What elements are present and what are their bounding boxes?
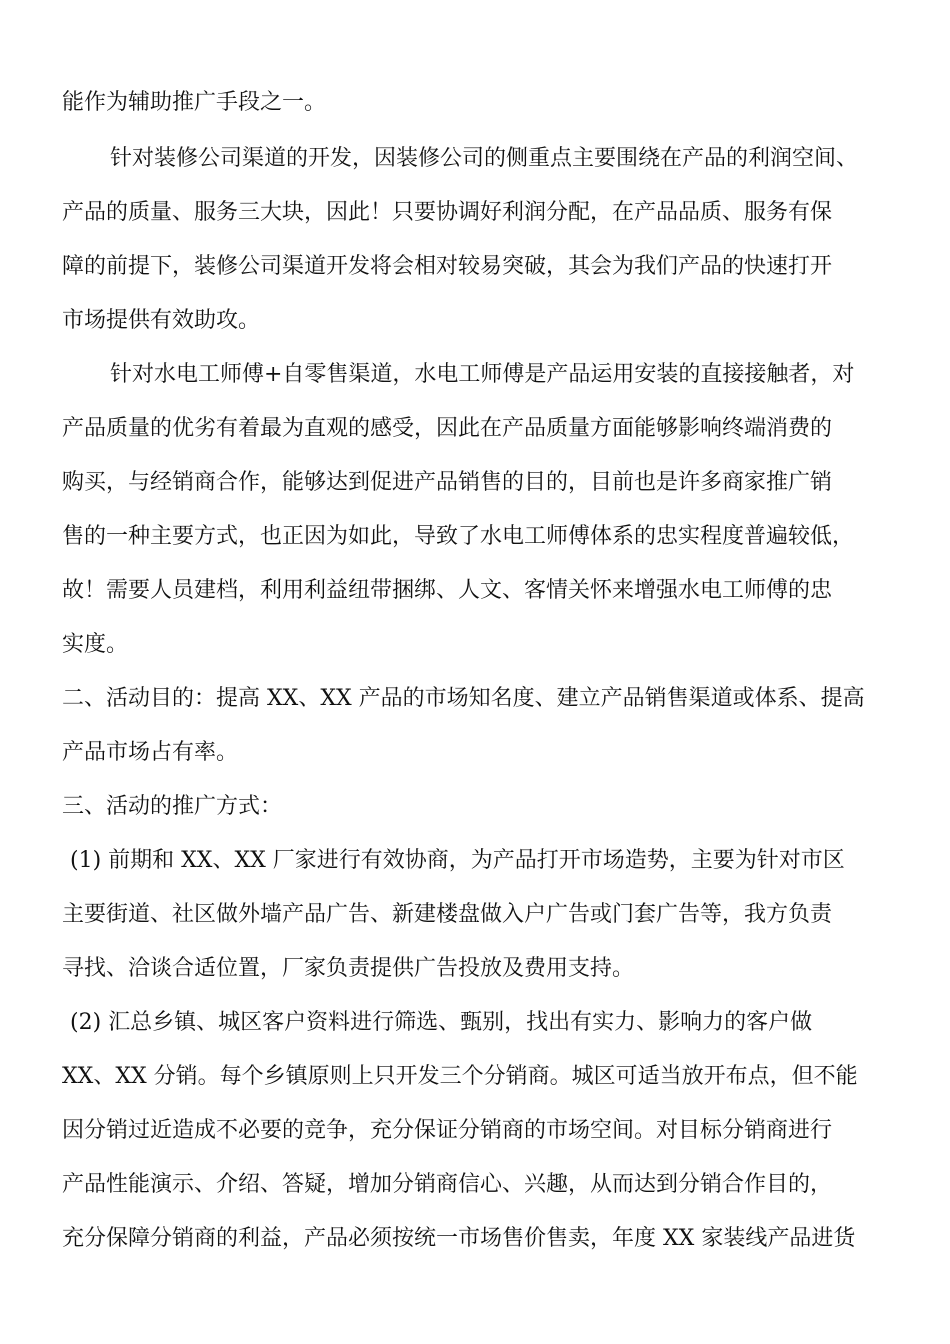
text-line: 产品性能演示、介绍、答疑，增加分销商信心、兴趣，从而达到分销合作目的，	[62, 1172, 833, 1197]
section-heading-line: 三、活动的推广方式：	[62, 794, 283, 819]
text-line: 障的前提下，装修公司渠道开发将会相对较易突破，其会为我们产品的快速打开	[62, 254, 833, 279]
text-line: 主要街道、社区做外墙产品广告、新建楼盘做入户广告或门套广告等，我方负责	[62, 902, 833, 927]
paragraph-start-line: 针对水电工师傅+自零售渠道，水电工师傅是产品运用安装的直接接触者，对	[110, 362, 855, 387]
text-line: 故！需要人员建档，利用利益纽带捆绑、人文、客情关怀来增强水电工师傅的忠	[62, 578, 833, 603]
text-line: 能作为辅助推广手段之一。	[62, 90, 327, 115]
paragraph-start-line: 针对装修公司渠道的开发，因装修公司的侧重点主要围绕在产品的利润空间、	[110, 146, 859, 171]
text-line: 产品市场占有率。	[62, 740, 239, 765]
text-line: 寻找、洽谈合适位置，厂家负责提供广告投放及费用支持。	[62, 956, 635, 981]
text-line: XX、XX 分销。每个乡镇原则上只开发三个分销商。城区可适当放开布点，但不能	[62, 1064, 858, 1089]
list-item-start-line: (2) 汇总乡镇、城区客户资料进行筛选、甄别，找出有实力、影响力的客户做	[70, 1010, 813, 1035]
text-line: 购买，与经销商合作，能够达到促进产品销售的目的，目前也是许多商家推广销	[62, 470, 833, 495]
text-line: 售的一种主要方式，也正因为如此，导致了水电工师傅体系的忠实程度普遍较低，	[62, 524, 855, 549]
text-line: 产品质量的优劣有着最为直观的感受，因此在产品质量方面能够影响终端消费的	[62, 416, 833, 441]
text-line: 实度。	[62, 632, 129, 657]
section-heading-line: 二、活动目的：提高 XX、XX 产品的市场知名度、建立产品销售渠道或体系、提高	[62, 686, 865, 711]
text-line: 产品的质量、服务三大块，因此！只要协调好利润分配，在产品品质、服务有保	[62, 200, 833, 225]
text-line: 市场提供有效助攻。	[62, 308, 261, 333]
text-line: 因分销过近造成不必要的竞争，充分保证分销商的市场空间。对目标分销商进行	[62, 1118, 833, 1143]
text-line: 充分保障分销商的利益，产品必须按统一市场售价售卖，年度 XX 家装线产品进货	[62, 1226, 856, 1251]
list-item-start-line: (1) 前期和 XX、XX 厂家进行有效协商，为产品打开市场造势，主要为针对市区	[70, 848, 845, 873]
